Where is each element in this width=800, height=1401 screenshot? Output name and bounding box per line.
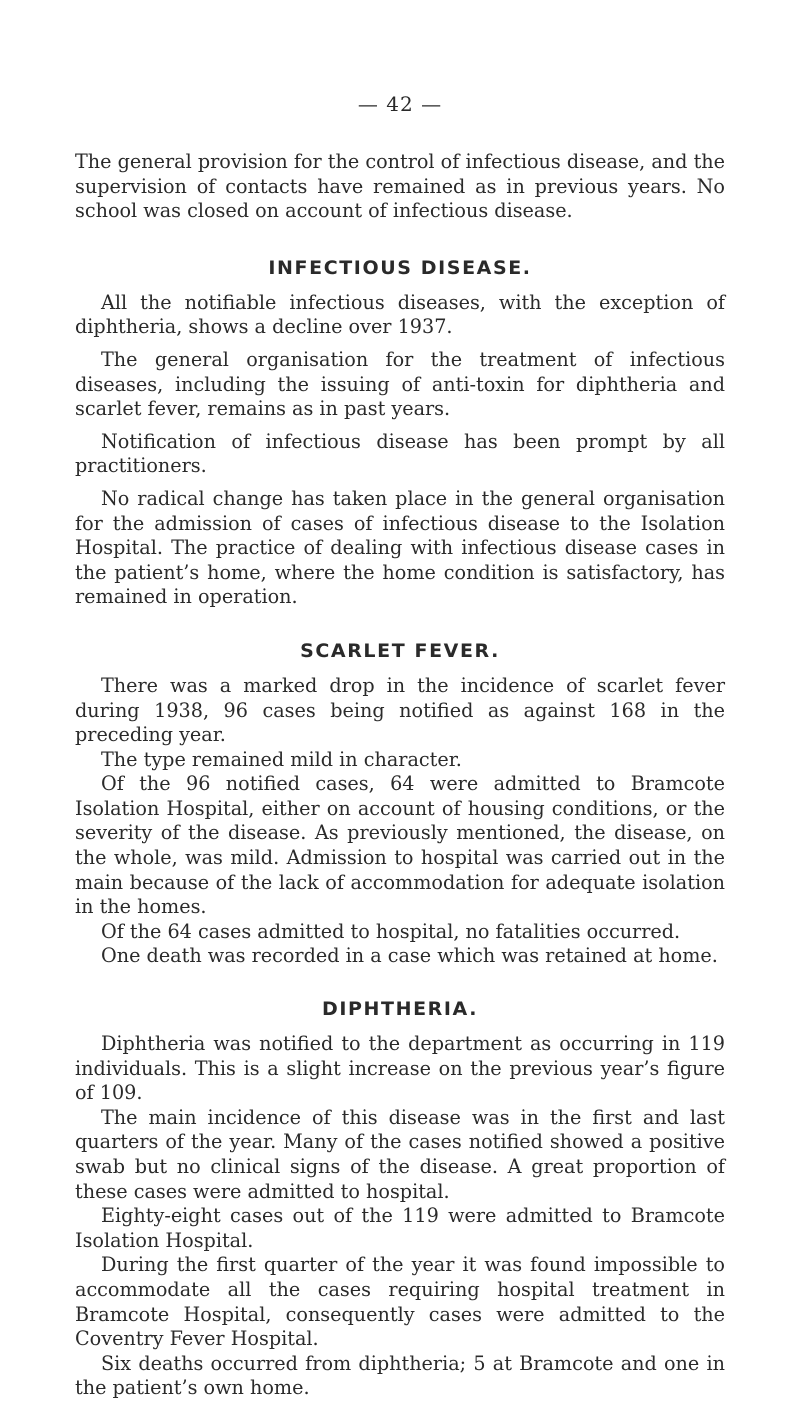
diphtheria-paragraph: During the first quarter of the year it was found impossible to accommodate all the cases requiring hospital treatment in Bramcote Hospital, consequently cases were admitted to the Coventry Fever Hospital. xyxy=(75,1253,725,1351)
infectious-disease-paragraph: All the notifiable infectious diseases, with the exception of diphtheria, shows a decline over 1937. xyxy=(75,290,725,339)
scarlet-fever-paragraph: Of the 64 cases admitted to hospital, no fatalities occurred. xyxy=(101,919,681,943)
scarlet-fever-paragraph: The type remained mild in character. xyxy=(101,747,462,771)
document-page xyxy=(75,92,725,1401)
diphtheria-paragraph: Diphtheria was notified to the department as occurring in 119 individuals. This is a slight increase on the previous year’s figure of 109. xyxy=(75,1032,725,1105)
page-number: — 42 — xyxy=(357,92,443,116)
infectious-disease-paragraph: The general organisation for the treatment of infectious diseases, including the issuing of anti-toxin for diphtheria and scarlet fever, remains as in past years. xyxy=(75,347,725,421)
scarlet-fever-heading: SCARLET FEVER. xyxy=(300,639,500,662)
diphtheria-paragraph: The main incidence of this disease was in the first and last quarters of the year. Many of the cases notified showed a positive swab but no clinical signs of the disease. A great proportion of these cases were admitted to hospital. xyxy=(75,1105,725,1203)
intro-paragraph: The general provision for the control of infectious disease, and the supervision of contacts have remained as in previous years. No school was closed on account of infectious disease. xyxy=(75,150,725,223)
scarlet-fever-paragraph: One death was recorded in a case which was retained at home. xyxy=(101,944,718,968)
diphtheria-paragraph: Six deaths occurred from diphtheria; 5 at Bramcote and one in the patient’s own home. xyxy=(75,1351,725,1400)
diphtheria-heading: DIPHTHERIA. xyxy=(321,998,479,1021)
diphtheria-paragraph: Eighty-eight cases out of the 119 were admitted to Bramcote Isolation Hospital. xyxy=(75,1204,725,1252)
infectious-disease-paragraph: Notification of infectious disease has been prompt by all practitioners. xyxy=(75,429,725,478)
infectious-disease-heading: INFECTIOUS DISEASE. xyxy=(268,256,532,279)
scarlet-fever-paragraph: There was a marked drop in the incidence of scarlet fever during 1938, 96 cases being notified as against 168 in the preceding year. xyxy=(75,673,725,747)
infectious-disease-paragraph: No radical change has taken place in the general organisation for the admission of cases of infectious disease to the Isolation Hospital. The practice of dealing with infectious disease cases in the patient’s home, where the home condition is satisfactory, has remained in operation. xyxy=(75,486,725,609)
scarlet-fever-paragraph: Of the 96 notified cases, 64 were admitted to Bramcote Isolation Hospital, either on account of housing conditions, or the severity of the disease. As previously mentioned, the disease, on the whole, was mild. Admission to hospital was carried out in the main because of the lack of accommodation for adequate isolation in the homes. xyxy=(75,772,725,919)
